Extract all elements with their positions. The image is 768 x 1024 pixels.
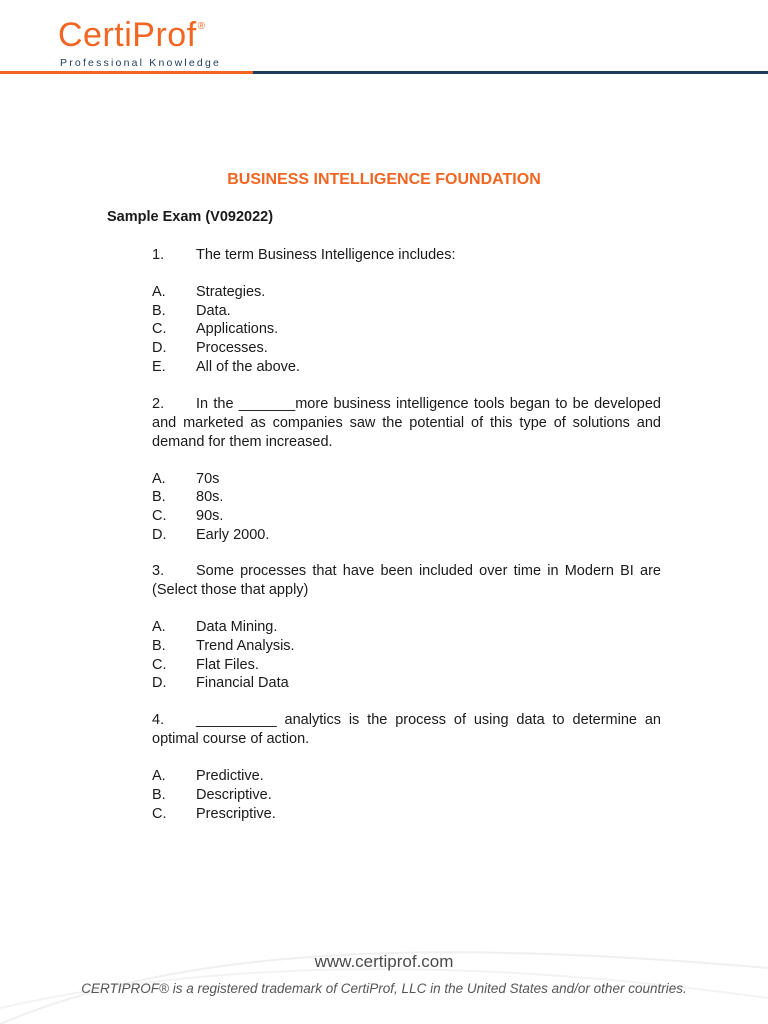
footer-trademark-note: CERTIPROF® is a registered trademark of CertiProf, LLC in the United States and/or other countries. [81, 981, 687, 996]
answer-options [152, 470, 661, 545]
option-letter: B. [152, 638, 166, 655]
question-number: 1. [152, 247, 165, 263]
answer-option [152, 302, 661, 321]
option-letter: C. [152, 805, 167, 822]
answer-option [152, 283, 661, 302]
answer-option [152, 786, 661, 805]
question-stem [152, 395, 661, 452]
option-letter: A. [152, 619, 166, 636]
answer-option [152, 674, 661, 693]
answer-option [152, 526, 661, 545]
answer-option [152, 358, 661, 377]
option-text: Data. [196, 302, 231, 319]
question-stem [152, 562, 661, 600]
question [152, 246, 661, 377]
question [152, 711, 661, 823]
question [152, 395, 661, 545]
page-header [0, 0, 768, 80]
logo-tagline: Professional Knowledge [60, 57, 222, 69]
header-rule-navy [253, 71, 768, 74]
option-text: Data Mining. [196, 619, 278, 636]
question [152, 562, 661, 693]
question-stem [152, 246, 661, 265]
question-list [152, 246, 661, 841]
option-text: Processes. [196, 340, 268, 357]
answer-option [152, 805, 661, 824]
option-text: Descriptive. [196, 786, 272, 803]
option-text: Predictive. [196, 768, 264, 785]
option-letter: B. [152, 489, 166, 506]
option-letter: E. [152, 358, 166, 375]
document-subtitle: Sample Exam (V092022) [107, 209, 274, 225]
option-text: Flat Files. [196, 656, 259, 673]
option-letter: C. [152, 321, 167, 338]
option-text: Financial Data [196, 675, 289, 692]
option-text: Applications. [196, 321, 279, 338]
answer-option [152, 320, 661, 339]
answer-option [152, 767, 661, 786]
option-text: Strategies. [196, 284, 266, 300]
question-text: The term Business Intelligence includes: [196, 247, 456, 263]
header-rule [0, 71, 768, 74]
footer-swoosh-decoration [0, 928, 768, 1024]
question-number: 4. [152, 712, 165, 729]
answer-option [152, 656, 661, 675]
option-letter: C. [152, 656, 167, 673]
answer-option [152, 507, 661, 526]
question-stem [152, 711, 661, 749]
option-letter: D. [152, 340, 167, 357]
option-text: Early 2000. [196, 526, 270, 543]
document-title: BUSINESS INTELLIGENCE FOUNDATION [227, 171, 541, 188]
option-text: 80s. [196, 489, 224, 506]
option-letter: B. [152, 302, 166, 319]
option-letter: A. [152, 768, 166, 785]
option-letter: A. [152, 470, 166, 487]
option-letter: B. [152, 786, 166, 803]
answer-option [152, 637, 661, 656]
option-text: All of the above. [196, 358, 300, 375]
question-text: In the _______more business intelligence tools began to be developed and marketed as companies saw the potential of this type of solutions and demand for them increased. [152, 395, 661, 450]
answer-option [152, 470, 661, 489]
footer-url: www.certiprof.com [314, 952, 454, 971]
option-text: Prescriptive. [196, 805, 276, 822]
option-letter: D. [152, 675, 167, 692]
header-rule-orange [0, 71, 253, 74]
question-number: 3. [152, 563, 165, 580]
answer-option [152, 618, 661, 637]
answer-options [152, 283, 661, 377]
certiprof-logo [58, 18, 205, 52]
answer-option [152, 488, 661, 507]
option-letter: D. [152, 526, 167, 543]
logo-wordmark: CertiProf [58, 16, 197, 54]
option-letter: C. [152, 507, 167, 524]
answer-options [152, 618, 661, 693]
question-number: 2. [152, 395, 165, 412]
option-text: Trend Analysis. [196, 638, 295, 655]
question-text: __________ analytics is the process of using data to determine an optimal course of action. [152, 712, 661, 748]
answer-options [152, 767, 661, 823]
option-text: 70s [196, 470, 220, 487]
option-letter: A. [152, 284, 166, 300]
answer-option [152, 339, 661, 358]
option-text: 90s. [196, 507, 224, 524]
logo-registered-mark: ® [197, 21, 206, 32]
question-text: Some processes that have been included over time in Modern BI are (Select those that apply) [152, 563, 661, 599]
